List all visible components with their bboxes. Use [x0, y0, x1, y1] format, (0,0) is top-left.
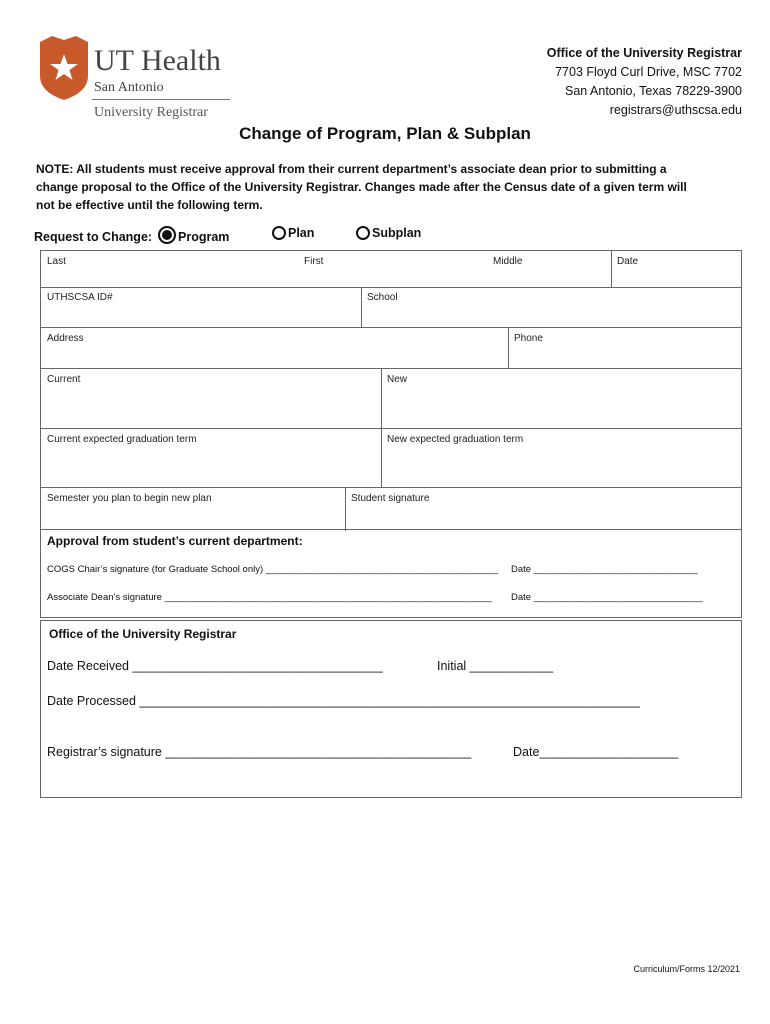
field-middle[interactable]: Middle: [493, 256, 523, 267]
grid-divider: [41, 287, 741, 288]
option-subplan-label: Subplan: [372, 226, 422, 240]
registrar-section: [40, 620, 742, 798]
approval-section: [40, 528, 742, 618]
option-program-label: Program: [178, 230, 230, 244]
field-semester[interactable]: Semester you plan to begin new plan: [47, 493, 212, 504]
logo-city: San Antonio: [94, 80, 164, 95]
cogs-signature-line[interactable]: COGS Chair’s signature (for Graduate School only) ____________________________________________: [47, 564, 499, 575]
field-first[interactable]: First: [304, 256, 324, 267]
grid-divider: [41, 428, 741, 429]
grid-divider: [41, 368, 741, 369]
date-received-line[interactable]: Date Received ____________________________________: [47, 659, 383, 673]
field-current-grad[interactable]: Current expected graduation term: [47, 434, 197, 445]
note-line1: NOTE: All students must receive approval from their current department’s associate dean prior to submitting a: [36, 162, 667, 176]
grid-divider: [361, 287, 362, 327]
office-name: Office of the University Registrar: [546, 46, 742, 60]
field-last[interactable]: Last: [47, 256, 66, 267]
request-label: Request to Change:: [34, 230, 153, 244]
ut-health-logo: [38, 36, 238, 126]
grid-divider: [345, 487, 346, 531]
field-id[interactable]: UTHSCSA ID#: [47, 292, 113, 303]
radio-selected-icon[interactable]: [158, 226, 176, 244]
initial-line[interactable]: Initial ____________: [437, 659, 554, 673]
office-address: [547, 44, 742, 120]
note-line2: change proposal to the Office of the University Registrar. Changes made after the Census date of a given term will: [36, 180, 687, 194]
registrar-date-line[interactable]: Date____________________: [513, 745, 679, 759]
logo-dept: University Registrar: [94, 105, 208, 120]
note-line3: not be effective until the following term.: [36, 198, 263, 212]
registrar-signature-line[interactable]: Registrar’s signature ____________________________________________: [47, 745, 472, 759]
registrar-heading: Office of the University Registrar: [49, 627, 237, 641]
field-new-grad[interactable]: New expected graduation term: [387, 434, 524, 445]
field-address[interactable]: Address: [47, 333, 84, 344]
field-phone[interactable]: Phone: [514, 333, 543, 344]
option-program[interactable]: [158, 226, 229, 244]
grid-divider: [41, 487, 741, 488]
field-student-signature[interactable]: Student signature: [351, 493, 430, 504]
approval-heading: Approval from student’s current department:: [47, 534, 303, 548]
grid-divider: [41, 327, 741, 328]
grid-divider: [381, 368, 382, 487]
option-plan[interactable]: [272, 226, 314, 240]
date-processed-line[interactable]: Date Processed ________________________________________________________________________: [47, 694, 640, 708]
office-email: registrars@uthscsa.edu: [609, 103, 742, 117]
field-school[interactable]: School: [367, 292, 398, 303]
field-new[interactable]: New: [387, 374, 408, 385]
option-subplan[interactable]: [356, 226, 421, 240]
note: [36, 160, 726, 214]
logo-divider: [92, 99, 230, 100]
dean-signature-line[interactable]: Associate Dean’s signature ______________________________________________________________: [47, 592, 493, 603]
field-current[interactable]: Current: [47, 374, 81, 385]
field-date[interactable]: Date: [617, 256, 639, 267]
radio-icon[interactable]: [356, 226, 370, 240]
logo-name: UT Health: [94, 44, 221, 77]
radio-icon[interactable]: [272, 226, 286, 240]
option-plan-label: Plan: [288, 226, 315, 240]
grid-divider: [508, 327, 509, 368]
footer-form-id: Curriculum/Forms 12/2021: [633, 964, 740, 974]
dean-date-line[interactable]: Date ________________________________: [511, 592, 703, 603]
form-title: Change of Program, Plan & Subplan: [239, 124, 531, 143]
cogs-date-line[interactable]: Date _______________________________: [511, 564, 698, 575]
office-address-line1: 7703 Floyd Curl Drive, MSC 7702: [555, 65, 742, 79]
office-address-line2: San Antonio, Texas 78229-3900: [565, 84, 742, 98]
student-info-grid: [40, 250, 742, 530]
grid-divider: [611, 251, 612, 287]
